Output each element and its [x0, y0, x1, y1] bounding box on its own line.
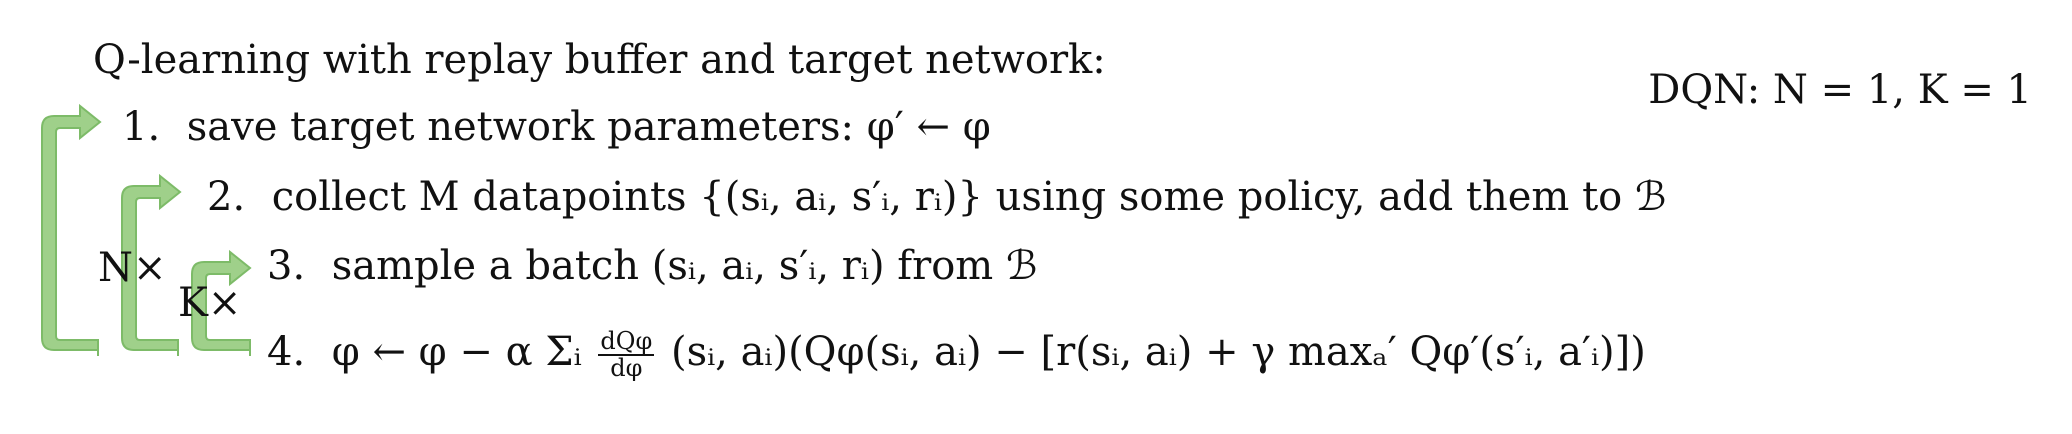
step-number: 1. — [122, 104, 161, 150]
step-text: save target network parameters: φ′ ← φ — [186, 104, 991, 150]
step-text-pre: φ ← φ − α Σᵢ — [331, 329, 582, 376]
step-number: 2. — [207, 174, 246, 220]
step-2 — [207, 174, 1667, 220]
step-1 — [122, 104, 991, 150]
n-repeat-label: N× — [98, 245, 167, 291]
fraction-denominator: dφ — [610, 354, 643, 383]
step-3 — [267, 243, 1038, 289]
step-text: sample a batch (sᵢ, aᵢ, s′ᵢ, rᵢ) from ℬ — [331, 243, 1038, 289]
step-number: 4. — [267, 329, 306, 376]
step-text: collect M datapoints {(sᵢ, aᵢ, s′ᵢ, rᵢ)} using some policy, add them to ℬ — [271, 174, 1667, 220]
diagram-title: Q-learning with replay buffer and target network: — [93, 37, 1106, 83]
dqn-note: DQN: N = 1, K = 1 — [1648, 67, 2032, 113]
step-4 — [267, 329, 1646, 381]
gradient-fraction — [598, 329, 654, 381]
step-text-post: (sᵢ, aᵢ)(Qφ(sᵢ, aᵢ) − [r(sᵢ, aᵢ) + γ maxₐ′ Qφ′(s′ᵢ, a′ᵢ)]) — [670, 329, 1646, 376]
outer-loop-arrow — [42, 106, 100, 356]
k-repeat-label: K× — [178, 280, 242, 326]
step-number: 3. — [267, 243, 306, 289]
fraction-numerator: dQφ — [600, 327, 653, 355]
